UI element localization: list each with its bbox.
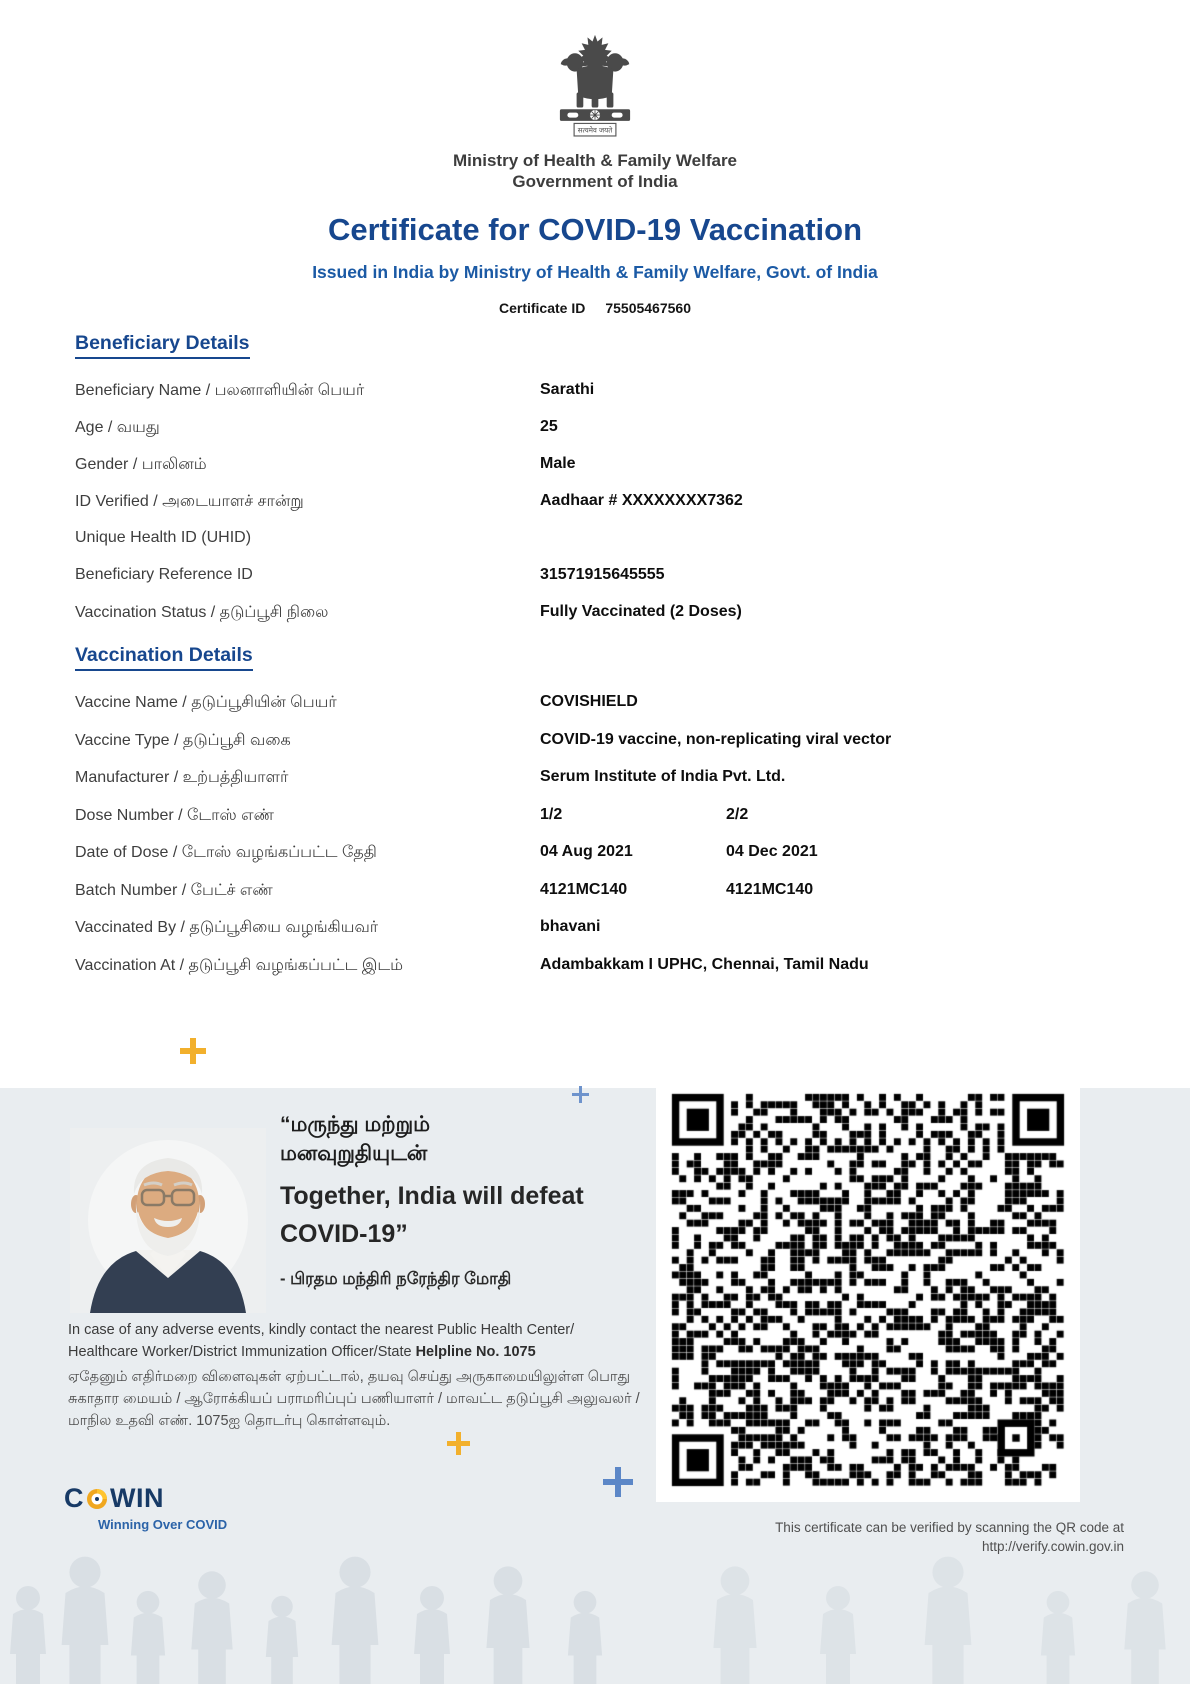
field-value: COVISHIELD [540,693,638,710]
quote-tamil-line2: மனவுறுதியுடன் [280,1142,428,1165]
field-value-dose2: 4121MC140 [726,880,814,898]
ministry-name: Ministry of Health & Family Welfare [452,151,738,170]
field-label: Date of Dose / டோஸ் வழங்கப்பட்ட தேதி [75,844,377,861]
detail-row [75,723,1135,761]
detail-row [75,798,1135,836]
plus-icon [603,1467,633,1497]
field-label: Age / வயது [75,419,160,436]
detail-row [75,558,1135,595]
footer-band [0,1088,1190,1684]
detail-row [75,595,1135,632]
pm-quote [280,1110,642,1291]
certificate-id-value: 75505467560 [605,300,691,316]
field-value-dose2: 04 Dec 2021 [726,843,818,860]
verify-url: http://verify.cowin.gov.in [981,1539,1124,1554]
national-emblem-icon [0,34,1190,146]
certificate-subtitle: Issued in India by Ministry of Health & Family Welfare, Govt. of India [312,262,878,282]
field-label: Gender / பாலினம் [75,456,207,473]
field-value: Serum Institute of India Pvt. Ltd. [540,768,786,785]
plus-icon [180,1038,206,1064]
cowin-logo [64,1483,227,1532]
field-label: Beneficiary Name / பலனாளியின் பெயர் [75,382,365,399]
vaccination-details-heading: Vaccination Details [75,644,253,671]
field-label: Unique Health ID (UHID) [75,529,252,546]
adverse-events-text-tamil: ஏதேனும் எதிர்மறை விளைவுகள் ஏற்பட்டால், தயவு செய்து அருகாமையிலுள்ள பொது சுகாதார மையம் / ஆரோக்கியப் பராமரிப்புப் பணியாளர் / மாவட்ட தடுப்பூசி அலுவலர் / மாநில உதவி எண். 1075ஐ தொடர்பு கொள்ளவும். [68,1369,640,1429]
field-label: Dose Number / டோஸ் எண் [75,806,274,824]
field-label: Batch Number / பேட்ச் எண் [75,881,273,899]
certificate-id [0,300,1190,316]
field-value: Fully Vaccinated (2 Doses) [540,603,742,620]
plus-icon [572,1086,589,1103]
field-value: Male [540,455,576,472]
beneficiary-details-heading: Beneficiary Details [75,332,250,359]
adverse-events-text [68,1320,648,1363]
plus-icon [447,1432,470,1455]
detail-row [75,948,1135,986]
field-value-dose2: 2/2 [726,805,749,823]
detail-row [75,685,1135,723]
certificate-id-label: Certificate ID [498,300,586,316]
cowin-logo-c: C [64,1483,84,1513]
detail-row [75,760,1135,798]
detail-row [75,910,1135,948]
verify-note [775,1518,1124,1556]
detail-row [75,410,1135,447]
field-value: 31571915645555 [540,566,665,583]
field-value: Aadhaar # XXXXXXXX7362 [540,492,743,509]
field-value: COVID-19 vaccine, non-replicating viral vector [540,730,892,748]
field-label: Vaccination Status / தடுப்பூசி நிலை [75,604,329,621]
detail-row [75,873,1135,911]
field-value-dose1: 4121MC140 [540,880,628,898]
field-label: Vaccination At / தடுப்பூசி வழங்கப்பட்ட இடம் [75,956,403,974]
field-value: Adambakkam I UPHC, Chennai, Tamil Nadu [540,955,869,973]
field-label: Vaccine Type / தடுப்பூசி வகை [75,731,291,749]
certificate-header [0,34,1190,316]
detail-row [75,484,1135,521]
vaccination-rows [75,685,1135,985]
field-value-dose1: 1/2 [540,805,563,823]
beneficiary-rows [75,373,1135,632]
adverse-line1: In case of any adverse events, kindly contact the nearest Public Health Center/ [68,1322,575,1338]
detail-row [75,835,1135,873]
details-section [75,332,1135,985]
field-label: ID Verified / அடையாளச் சான்று [75,493,304,510]
field-value: Sarathi [540,381,595,398]
field-value: bhavani [540,918,601,935]
detail-row [75,373,1135,410]
helpline-number: Helpline No. 1075 [415,1343,536,1360]
field-label: Manufacturer / உற்பத்தியாளர் [75,769,289,786]
detail-row [75,521,1135,558]
field-value: 25 [540,418,558,435]
field-label: Beneficiary Reference ID [75,566,253,583]
cowin-logo-o-icon [85,1487,109,1511]
quote-english-line2: COVID-19” [280,1220,408,1248]
certificate-title: Certificate for COVID-19 Vaccination [327,212,863,247]
quote-attribution: - பிரதம மந்திரி நரேந்திர மோதி [280,1270,512,1288]
qr-code [656,1078,1080,1502]
detail-row [75,447,1135,484]
field-label: Vaccine Name / தடுப்பூசியின் பெயர் [75,694,337,711]
cowin-tagline: Winning Over COVID [98,1517,228,1532]
quote-english-line1: Together, India will defeat [280,1182,584,1210]
government-name: Government of India [512,172,678,191]
pm-photo [70,1128,266,1313]
field-label: Vaccinated By / தடுப்பூசியை வழங்கியவர் [75,919,379,936]
quote-tamil-line1: “மருந்து மற்றும் [280,1113,431,1136]
field-value-dose1: 04 Aug 2021 [540,843,633,860]
emblem-motto: सत्यमेव जयते [577,126,613,135]
verify-line1: This certificate can be verified by scanning the QR code at [775,1520,1124,1535]
cowin-logo-win: WIN [110,1483,164,1513]
adverse-line2: Healthcare Worker/District Immunization Officer/State [68,1343,416,1360]
